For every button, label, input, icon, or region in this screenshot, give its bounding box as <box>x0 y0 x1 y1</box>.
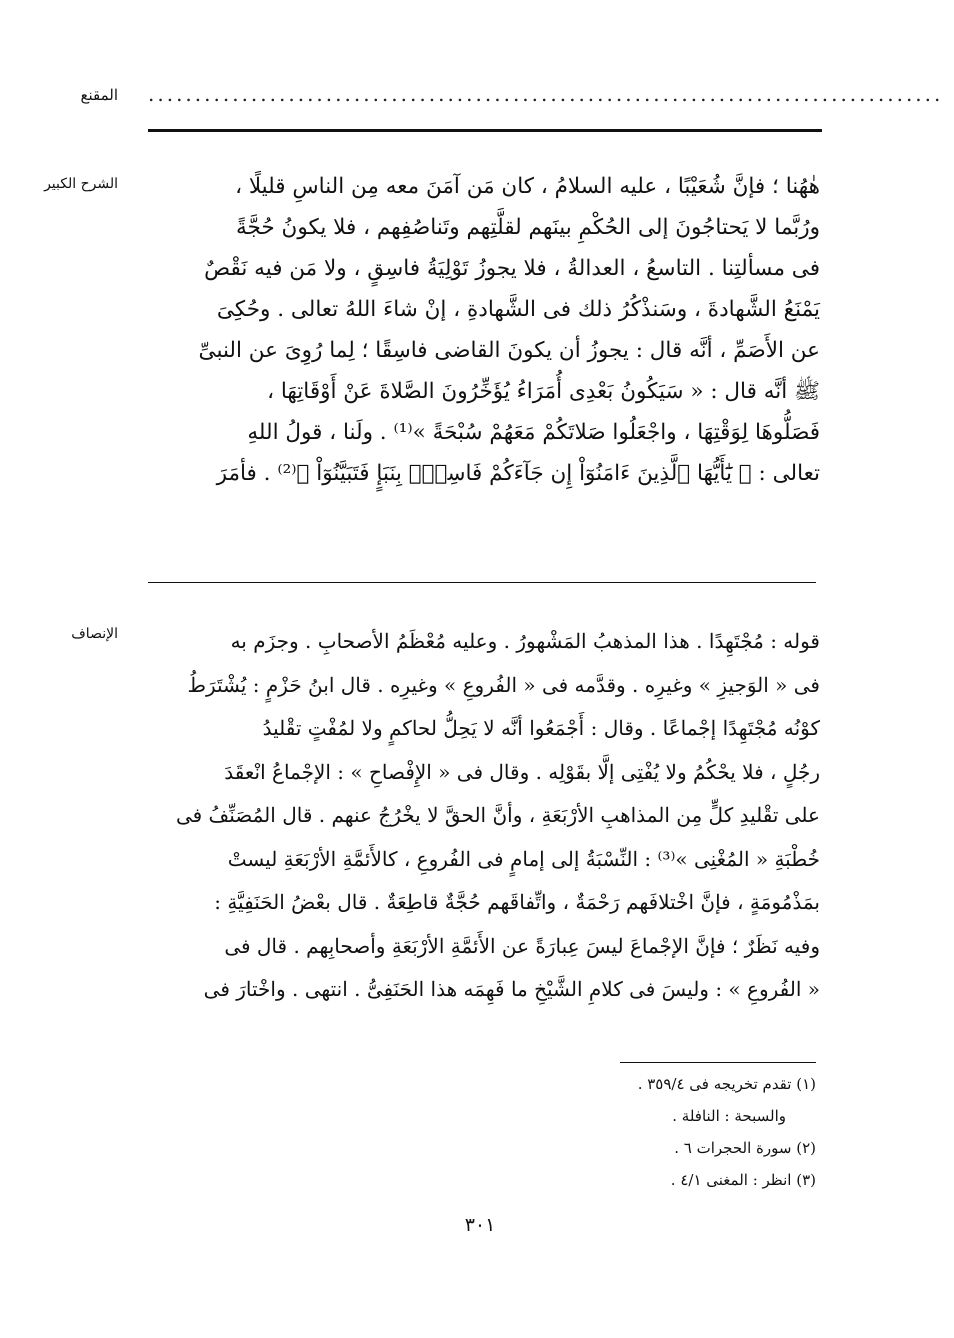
section-label-sharh: الشرح الكبير <box>44 176 118 192</box>
section-label-insaf: الإنصاف <box>71 626 118 642</box>
footnote-3: (٣) انظر : المغنى ٤/١ . <box>670 1171 816 1189</box>
insaf-line: وفيه نَظَرٌ ؛ فإنَّ الإجْماعَ ليسَ عِبارَةً عن الأَئمَّةِ الأرْبَعَةِ وأصحابِهم . قال فى <box>224 933 820 958</box>
sharh-line: فَصَلُّوهَا لِوَقْتِهَا ، واجْعَلُوا صَلاتَكُمْ مَعَهُمْ سُبْحَةً »⁽¹⁾ . ولَنا ، قولُ اللهِ <box>247 420 820 445</box>
insaf-line: قوله : مُجْتَهِدًا . هذا المذهبُ المَشْهورُ . وعليه مُعْظَمُ الأصحابِ . وجزَم به <box>230 629 820 653</box>
sharh-line: ورُبَّما لا يَحتاجُونَ إلى الحُكْمِ بينَهم لقلَّتِهم وتَناصُفِهم ، فلا يكونُ حُجَّةً <box>236 215 820 240</box>
insaf-line: فى « الوَجيزِ » وغيرِه . وقدَّمه فى « الفُروعِ » وغيرِه . قال ابنُ حَزْمٍ : يُشْتَرَطُ <box>187 672 820 697</box>
running-header-title: المقنع <box>80 86 118 104</box>
sharh-line: عن الأَصَمِّ ، أنَّه قال : يجوزُ أن يكونَ القاضى فاسِقًا ؛ لِما رُوِىَ عن النبىِّ <box>198 338 820 363</box>
insaf-line: بمَذْمُومَةٍ ، فإنَّ اخْتلافَهم رَحْمَةٌ ، واتِّفاقَهم حُجَّةٌ قاطِعَةٌ . قال بعْضُ الحَنَفِيَّةِ : <box>214 890 820 914</box>
footnote-rule <box>620 1062 816 1063</box>
sharh-line: تعالى : ﴿ يَٰٓأَيُّهَا ٱلَّذِينَ ءَامَنُوٓاْ إِن جَآءَكُمْ فَاسِقُۢ بِنَبَإٍ فَتَبَيَّنُوٓاْ ﴾⁽²⁾ . فأمَرَ <box>216 461 820 486</box>
page-number: ٣٠١ <box>464 1214 496 1236</box>
footnotes <box>480 1068 816 1196</box>
sharh-line: يَمْنَعُ الشَّهادةَ ، وسَنذْكُرُ ذلك فى الشَّهادةِ ، إنْ شاءَ اللهُ تعالى . وحُكِىَ <box>216 297 820 322</box>
section-divider <box>148 582 816 583</box>
insaf-line: خُطْبَةِ « المُغْنِى »⁽³⁾ : النِّسْبَةُ إلى إمامٍ فى الفُروعِ ، كالأَئمَّةِ الأرْبَعَةِ ليستْ <box>227 846 820 871</box>
sharh-line: ﷺ أنَّه قال : « سَيَكُونُ بَعْدِى أُمَرَاءُ يُؤَخِّرُونَ الصَّلاةَ عَنْ أَوْقَاتِهَا ، <box>267 379 820 404</box>
insaf-line: « الفُروعِ » : وليسَ فى كلامِ الشَّيْخِ ما فَهِمَه هذا الحَنَفِىُّ . انتهى . واخْتارَ فى <box>203 977 820 1001</box>
sharh-text-block <box>132 166 820 494</box>
insaf-text-block <box>132 620 820 1012</box>
footnote-1: (١) تقدم تخريجه فى ٣٥٩/٤ . <box>637 1075 816 1093</box>
header-rule <box>148 129 822 132</box>
sharh-line: فى مسألتِنا . التاسعُ ، العدالةُ ، فلا يجوزُ تَوْلِيَةُ فاسِقٍ ، ولا مَن فيه نَقْصٌ <box>204 256 820 281</box>
insaf-line: رجُلٍ ، فلا يحْكُمُ ولا يُفْتِى إلَّا بقَوْلِه . وقال فى « الإِفْصاحِ » : الإجْماعُ انْعقَدَ <box>224 759 820 784</box>
header-dot-leader: ..................................................................................... <box>148 82 944 106</box>
sharh-line: هٰهُنا ؛ فإنَّ شُعَيْبًا ، عليه السلامُ ، كان مَن آمَنَ معه مِن الناسِ قليلًا ، <box>235 174 820 199</box>
footnote-2: (٢) سورة الحجرات ٦ . <box>674 1139 816 1157</box>
footnote-1-continued: والسبحة : النافلة . <box>672 1107 786 1125</box>
insaf-line: على تقْليدِ كلٍّ مِن المذاهبِ الأرْبَعَةِ ، وأنَّ الحقَّ لا يخْرُجُ عنهم . قال المُصَنِّفُ فى <box>175 803 820 827</box>
insaf-line: كوْنُه مُجْتَهِدًا إجْماعًا . وقال : أَجْمَعُوا أنَّه لا يَحِلُّ لحاكمٍ ولا لمُفْتٍ تقْليدُ <box>262 716 820 740</box>
